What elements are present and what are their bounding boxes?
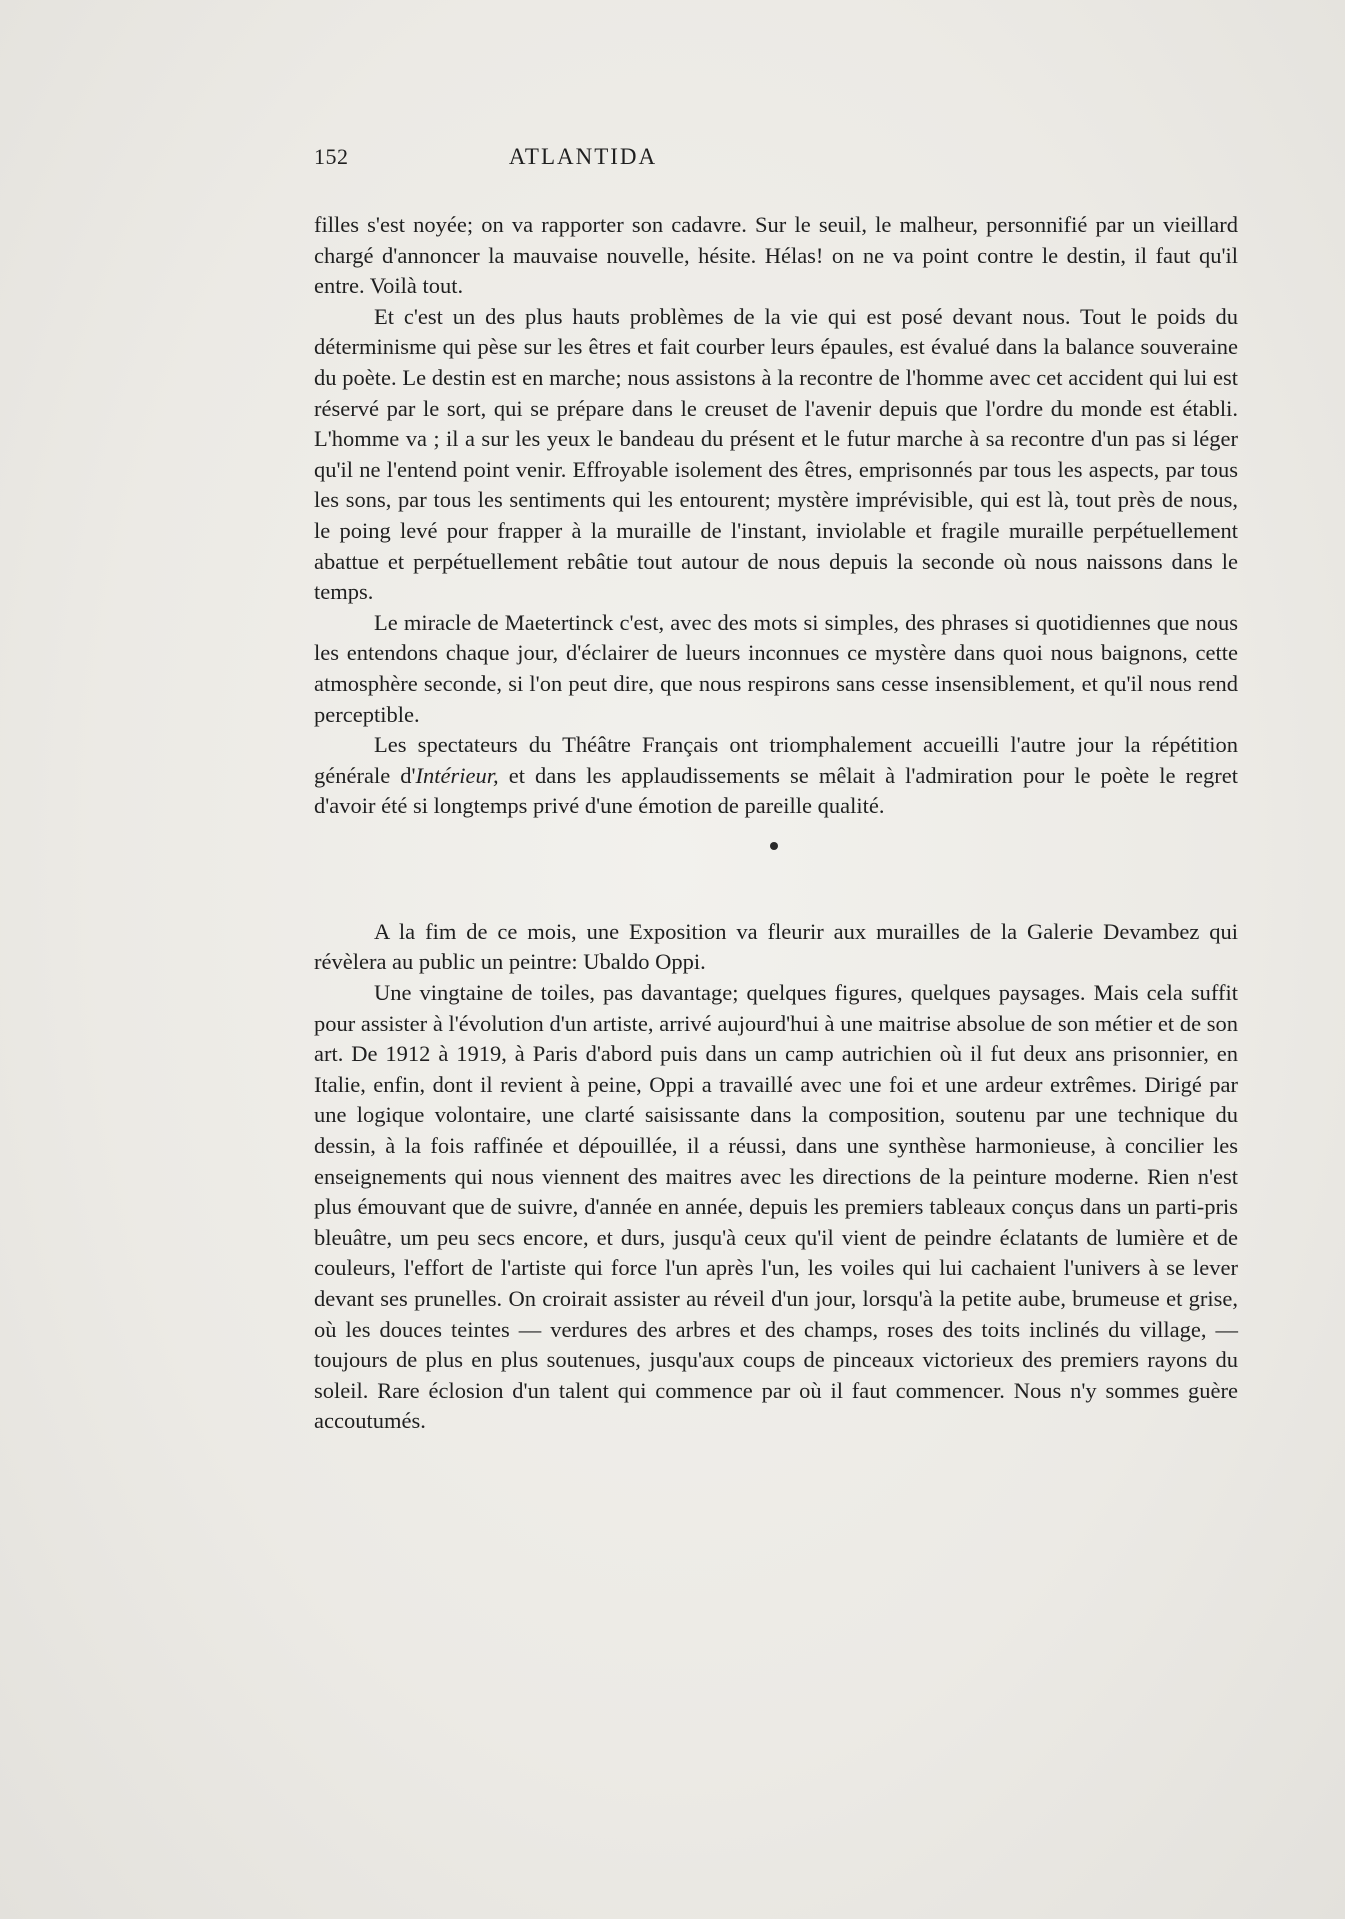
paragraph-5: A la fim de ce mois, une Exposition va fleurir aux murailles de la Galerie Devambez qui révèlera au public un peintre: Ubaldo Oppi. (314, 918, 1238, 975)
section-break (314, 822, 1238, 917)
paragraph-3: Le miracle de Maetertinck c'est, avec des mots si simples, des phrases si quotidiennes que nous les entendons chaque jour, d'éclairer de lueurs inconnues ce mystère dans quoi nous baignons, cette atmosphère seconde, si l'on peut dire, que nous respirons sans cesse insensiblement, et qu'il nous rend perceptible. (314, 609, 1238, 727)
paragraph-4 (314, 730, 1238, 822)
paragraph-6: Une vingtaine de toiles, pas davantage; quelques figures, quelques paysages. Mais cela suffit pour assister à l'évolution d'un artiste, arrivé aujourd'hui à une maitrise absolue de son métier et de son art. De 1912 à 1919, à Paris d'abord puis dans un camp autrichien où il fut deux ans prisonnier, en Italie, enfin, dont il revient à peine, Oppi a travaillé avec une foi et une ardeur extrêmes. Dirigé par une logique volontaire, une clarté saisissante dans la composition, soutenu par une technique du dessin, à la fois raffinée et dépouillée, il a réussi, dans une synthèse harmonieuse, à concilier les enseignements qui nous viennent des maitres avec les directions de la peinture moderne. Rien n'est plus émouvant que de suivre, d'année en année, depuis les premiers tableaux conçus dans un parti-pris bleuâtre, um peu secs encore, et durs, jusqu'à ceux qu'il vient de peindre éclatants de lumière et de couleurs, l'effort de l'artiste qui force l'un après l'un, les voiles qui lui cachaient l'univers à se lever devant ses prunelles. On croirait assister au réveil d'un jour, lorsqu'à la petite aube, brumeuse et grise, où les douces teintes — verdures des arbres et des champs, roses des toits inclinés du village, — toujours de plus en plus soutenues, jusqu'aux coups de pinceaux victorieux des premiers rayons du soleil. Rare éclosion d'un talent qui commence par où il faut commencer. Nous n'y sommes guère accoutumés. (314, 980, 1238, 1434)
section-ornament-dot (770, 842, 778, 850)
play-title: Intérieur, (415, 762, 499, 788)
paragraph-1: filles s'est noyée; on va rapporter son cadavre. Sur le seuil, le malheur, personnifié par un vieillard chargé d'annoncer la mauvaise nouvelle, hésite. Hélas! on ne va point contre le destin, il faut qu'il entre. Voilà tout. (314, 212, 1238, 299)
running-title: ATLANTIDA (508, 144, 658, 169)
body-text (314, 210, 1238, 1437)
paragraph-2: Et c'est un des plus hauts problèmes de la vie qui est posé devant nous. Tout le poids du déterminisme qui pèse sur les êtres et fait courber leurs épaules, est évalué dans la balance souveraine du poète. Le destin est en marche; nous assistons à la recontre de l'homme avec cet accident qui lui est réservé par le sort, qui se prépare dans le creuset de l'avenir depuis que l'ordre du monde est établi. L'homme va ; il a sur les yeux le bandeau du présent et le futur marche à sa recontre d'un pas si léger qu'il ne l'entend point venir. Effroyable isolement des êtres, emprisonnés par tous les aspects, par tous les sons, par tous les sentiments qui les entourent; mystère imprévisible, qui est là, tout près de nous, le poing levé pour frapper à la muraille de l'instant, inviolable et fragile muraille perpétuellement abattue et perpétuellement rebâtie tout autour de nous depuis la seconde où nous naissons dans le temps. (314, 303, 1238, 605)
paragraph-4-text-before: Les spectateurs du Théâtre Français ont triomphalement accueilli l'autre jour la répétition générale d' (314, 732, 1238, 788)
page-number: 152 (314, 144, 349, 169)
paragraph-4-text-after: et dans les applaudissements se mêlait à l'admiration pour le poète le regret d'avoir été si longtemps privé d'une émotion de pareille qualité. (314, 762, 1238, 819)
page-header (314, 140, 852, 180)
